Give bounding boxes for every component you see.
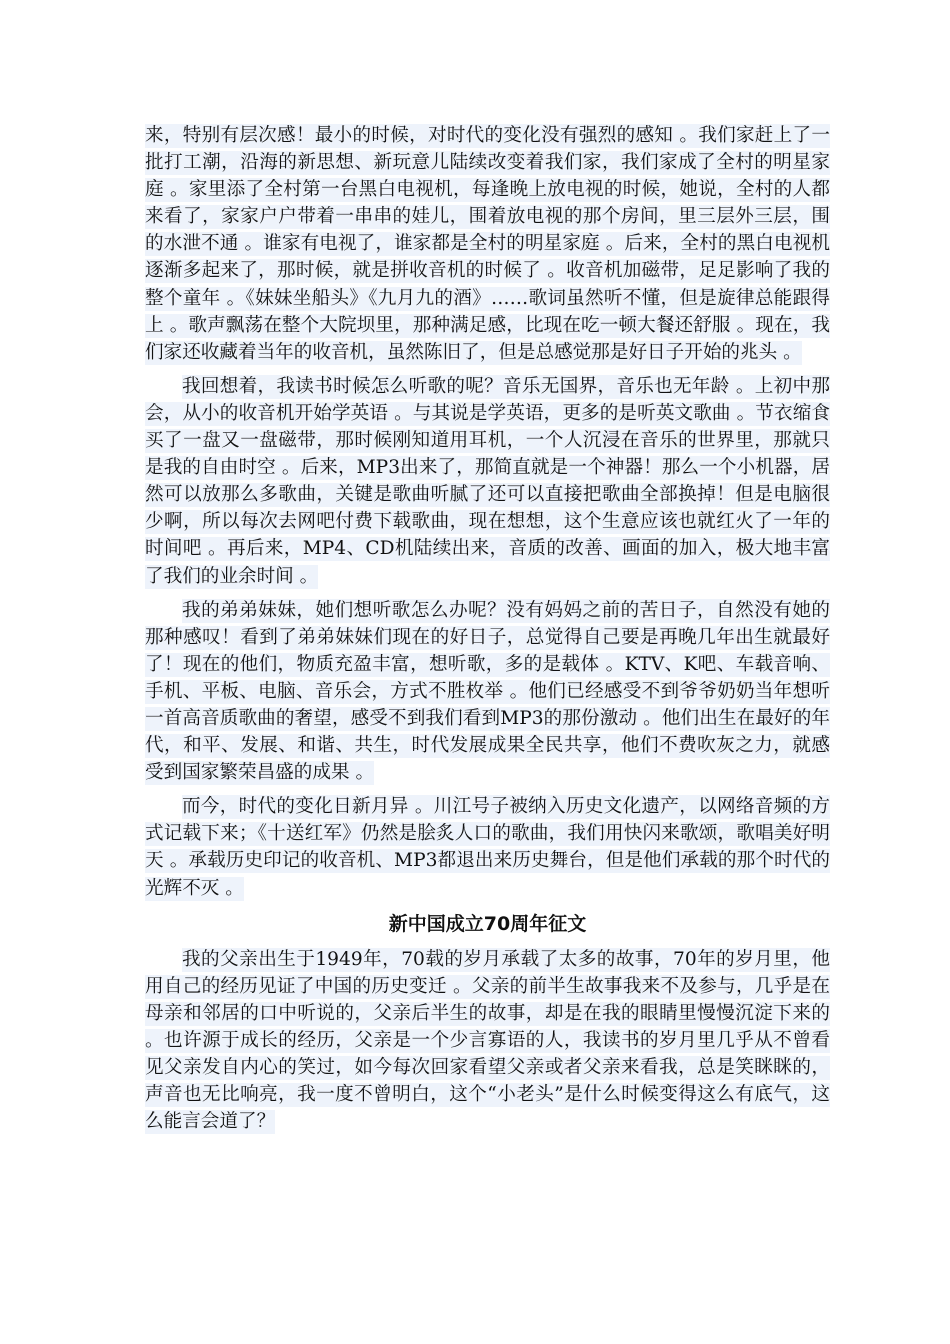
document-body xyxy=(145,122,830,1142)
paragraph-father xyxy=(145,946,830,1136)
paragraph-text: 而今，时代的变化日新月异 。川江号子被纳入历史文化遗产，以网络音频的方式记载下来；《十送红军》仍然是脍炙人口的歌曲，我们用快闪来歌颂，歌唱美好明天 。承载历史印记的收音机、MP3都退出来历史舞台，但是他们承载的那个时代的光辉不灭 。 xyxy=(145,796,830,899)
paragraph-text: 我回想着，我读书时候怎么听歌的呢？音乐无国界，音乐也无年龄 。上初中那会，从小的收音机开始学英语 。与其说是学英语，更多的是听英文歌曲 。节衣缩食买了一盘又一盘磁带，那时候刚知道用耳机，一个人沉浸在音乐的世界里，那就只是我的自由时空 。后来，MP3出来了，那简直就是一个神器！那么一个小机器，居然可以放那么多歌曲，关键是歌曲听腻了还可以直接把歌曲全部换掉！但是电脑很少啊，所以每次去网吧付费下载歌曲，现在想想，这个生意应该也就红火了一年的时间吧 。再后来，MP4、CD机陆续出来，音质的改善、画面的加入，极大地丰富了我们的业余时间 。 xyxy=(145,375,830,587)
paragraph-text: 我的弟弟妹妹，她们想听歌怎么办呢？没有妈妈之前的苦日子，自然没有她的那种感叹！看到了弟弟妹妹们现在的好日子，总觉得自己要是再晚几年出生就最好了！现在的他们，物质充盈丰富，想听歌，多的是载体 。KTV、K吧、车载音响、手机、平板、电脑、音乐会，方式不胜枚举 。他们已经感受不到爷爷奶奶当年想听一首高音质歌曲的奢望，感受不到我们看到MP3的那份激动 。他们出生在最好的年代，和平、发展、和谐、共生，时代发展成果全民共享，他们不费吹灰之力，就感受到国家繁荣昌盛的成果 。 xyxy=(145,599,830,784)
paragraph-school-music xyxy=(145,373,830,590)
section-heading: 新中国成立70周年征文 xyxy=(388,912,587,935)
paragraph-text: 来，特别有层次感！最小的时候，对时代的变化没有强烈的感知 。我们家赶上了一批打工潮，沿海的新思想、新玩意儿陆续改变着我们家，我们家成了全村的明星家庭 。家里添了全村第一台黑白电视机，每逢晚上放电视的时候，她说，全村的人都来看了，家家户户带着一串串的娃儿，围着放电视的那个房间，里三层外三层，围的水泄不通 。谁家有电视了，谁家都是全村的明星家庭 。后来，全村的黑白电视机逐渐多起来了，那时候，就是拼收音机的时候了 。收音机加磁带，足足影响了我的整个童年 。《妹妹坐船头》《九月九的酒》……歌词虽然听不懂，但是旋律总能跟得上 。歌声飘荡在整个大院坝里，那种满足感，比现在吃一顿大餐还舒服 。现在，我们家还收藏着当年的收音机，虽然陈旧了，但是总感觉那是好日子开始的兆头 。 xyxy=(145,125,830,363)
paragraph-text: 我的父亲出生于1949年，70载的岁月承载了太多的故事，70年的岁月里，他用自己的经历见证了中国的历史变迁 。父亲的前半生故事我来不及参与，几乎是在母亲和邻居的口中听说的，父亲后半生的故事，却是在我的眼睛里慢慢沉淀下来的 。也许源于成长的经历，父亲是一个少言寡语的人，我读书的岁月里几乎从不曾看见父亲发自内心的笑过，如今每次回家看望父亲或者父亲来看我，总是笑眯眯的，声音也无比响亮，我一度不曾明白，这个“小老头”是什么时候变得这么有底气，这么能言会道了？ xyxy=(145,948,830,1133)
paragraph-today xyxy=(145,793,830,901)
paragraph-siblings xyxy=(145,597,830,787)
paragraph-radio-memories xyxy=(145,122,830,366)
